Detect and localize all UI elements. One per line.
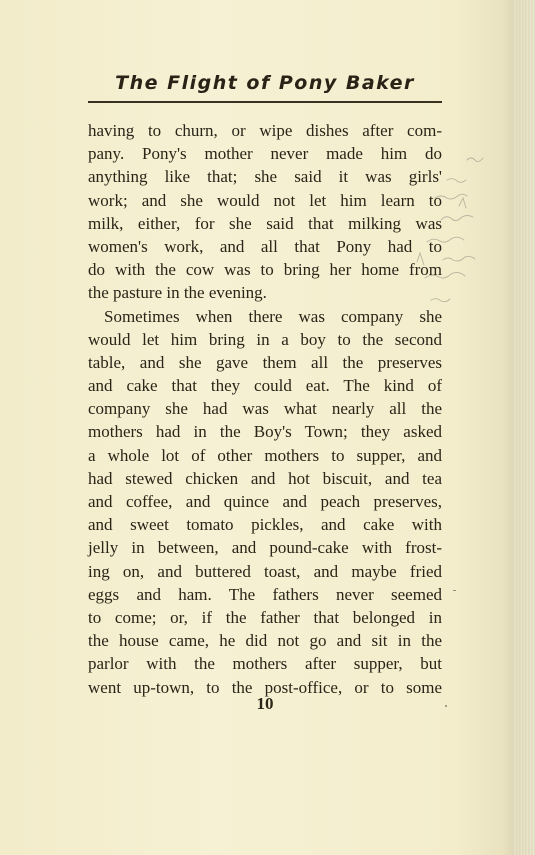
text-line: had stewed chicken and hot biscuit, and tea	[88, 468, 442, 488]
text-line: to come; or, if the father that belonged in	[88, 607, 442, 627]
text-line: and cake that they could eat. The kind of	[88, 376, 442, 396]
text-line: ing on, and buttered toast, and maybe fried	[88, 561, 442, 581]
paper-speck	[445, 705, 447, 707]
page-binding-edge	[513, 0, 535, 855]
text-line: and sweet tomato pickles, and cake with	[88, 515, 442, 535]
text-line: parlor with the mothers after supper, but	[88, 654, 442, 674]
text-line: the pasture in the evening.	[88, 283, 267, 303]
page-number: 10	[256, 694, 274, 713]
text-line: do with the cow was to bring her home from	[88, 260, 442, 280]
text-line: pany. Pony's mother never made him do	[88, 144, 442, 164]
text-line: mothers had in the Boy's Town; they asked	[88, 422, 442, 442]
text-line: having to churn, or wipe dishes after com-	[88, 121, 442, 140]
running-head-rule	[88, 101, 442, 103]
text-line: women's work, and all that Pony had to	[88, 236, 442, 256]
body-text	[88, 119, 442, 699]
text-line: jelly in between, and pound-cake with frost-	[88, 538, 442, 558]
text-line: Sometimes when there was company she	[104, 306, 442, 326]
pencil-marginalia	[397, 150, 497, 320]
text-line: work; and she would not let him learn to	[88, 190, 442, 210]
text-line: anything like that; she said it was girls'	[88, 167, 442, 187]
text-line: would let him bring in a boy to the second	[88, 329, 442, 349]
text-line: company she had was what nearly all the	[88, 399, 442, 419]
text-line: a whole lot of other mothers to supper, and	[88, 445, 442, 465]
text-line: went up-town, to the post-office, or to some	[88, 677, 442, 697]
text-line: milk, either, for she said that milking was	[88, 213, 442, 233]
text-line: eggs and ham. The fathers never seemed	[88, 584, 442, 604]
running-head-title: The Flight of Pony Baker	[115, 72, 415, 94]
paper-speck	[453, 590, 456, 591]
text-line: and coffee, and quince and peach preserves,	[88, 492, 442, 511]
text-line: the house came, he did not go and sit in the	[88, 631, 442, 651]
text-line: table, and she gave them all the preserves	[88, 352, 442, 372]
